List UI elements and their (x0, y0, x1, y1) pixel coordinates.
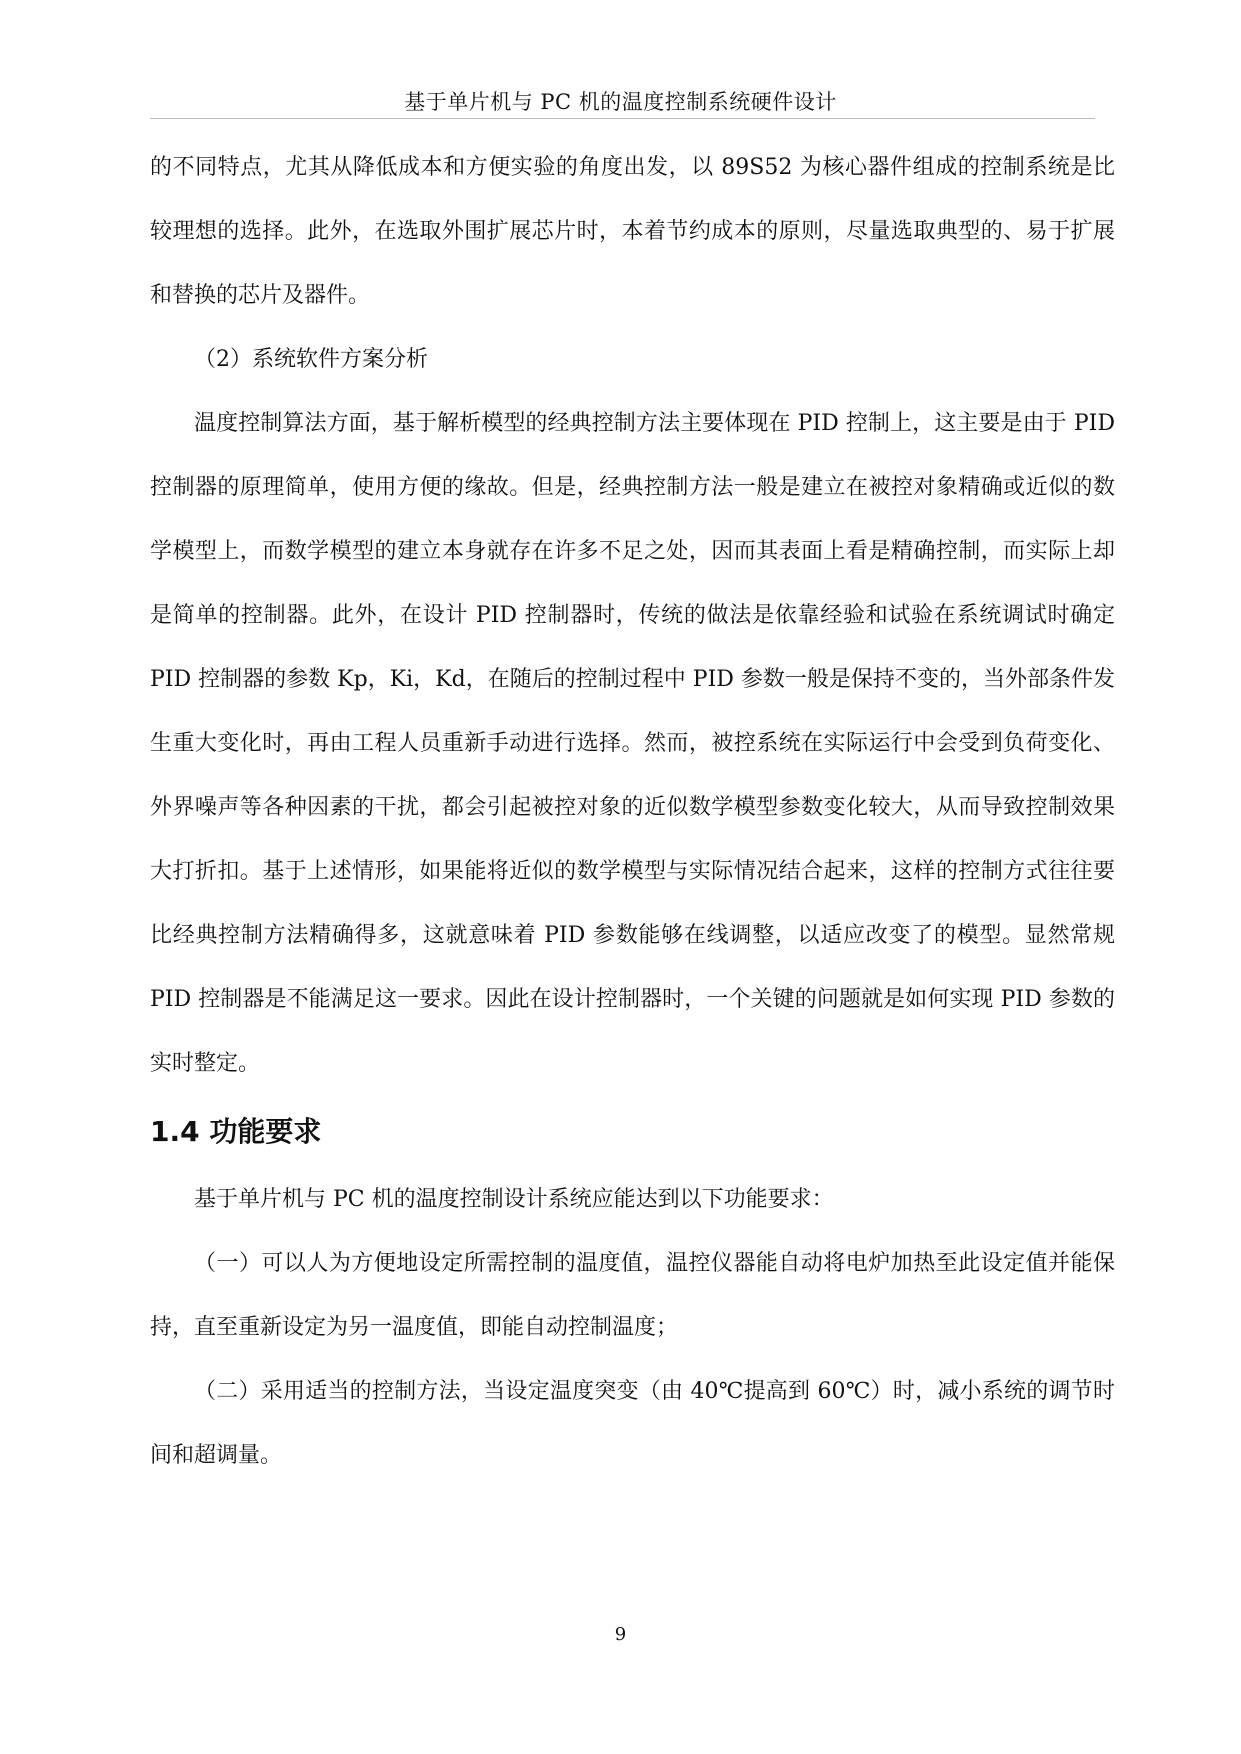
paragraph-pid-analysis: 温度控制算法方面，基于解析模型的经典控制方法主要体现在 PID 控制上，这主要是由于 PID 控制器的原理简单，使用方便的缘故。但是，经典控制方法一般是建立在被控对象精确或近似的数学模型上，而数学模型的建立本身就存在许多不足之处，因而其表面上看是精确控制，而实际上却是简单的控制器。此外，在设计 PID 控制器时，传统的做法是依靠经验和试验在系统调试时确定 PID 控制器的参数 Kp，Ki，Kd，在随后的控制过程中 PID 参数一般是保持不变的，当外部条件发生重大变化时，再由工程人员重新手动进行选择。然而，被控系统在实际运行中会受到负荷变化、外界噪声等各种因素的干扰，都会引起被控对象的近似数学模型参数变化较大，从而导致控制效果大打折扣。基于上述情形，如果能将近似的数学模型与实际情况结合起来，这样的控制方式往往要比经典控制方法精确得多，这就意味着 PID 参数能够在线调整，以适应改变了的模型。显然常规 PID 控制器是不能满足这一要求。因此在设计控制器时，一个关键的问题就是如何实现 PID 参数的实时整定。 (150, 411, 1115, 1076)
section-title: 1.4 功能要求 (150, 1115, 322, 1148)
page-number: 9 (614, 1624, 627, 1645)
paragraph-hardware-conclusion: 的不同特点，尤其从降低成本和方便实验的角度出发，以 89S52 为核心器件组成的控制系统是比较理想的选择。此外，在选取外围扩展芯片时，本着节约成本的原则，尽量选取典型的、易于扩展和替换的芯片及器件。 (150, 155, 1115, 308)
document-body (150, 136, 1115, 1488)
header-divider (150, 118, 1095, 119)
subheading-software-analysis: （2）系统软件方案分析 (194, 347, 428, 372)
requirement-item-1: （一）可以人为方便地设定所需控制的温度值，温控仪器能自动将电炉加热至此设定值并能保持，直至重新设定为另一温度值，即能自动控制温度； (150, 1251, 1115, 1340)
requirement-item-2: （二）采用适当的控制方法，当设定温度突变（由 40℃提高到 60℃）时，减小系统的调节时间和超调量。 (150, 1379, 1115, 1468)
page-header: 基于单片机与 PC 机的温度控制系统硬件设计 (404, 90, 837, 114)
paragraph-requirements-intro: 基于单片机与 PC 机的温度控制设计系统应能达到以下功能要求： (194, 1187, 834, 1212)
